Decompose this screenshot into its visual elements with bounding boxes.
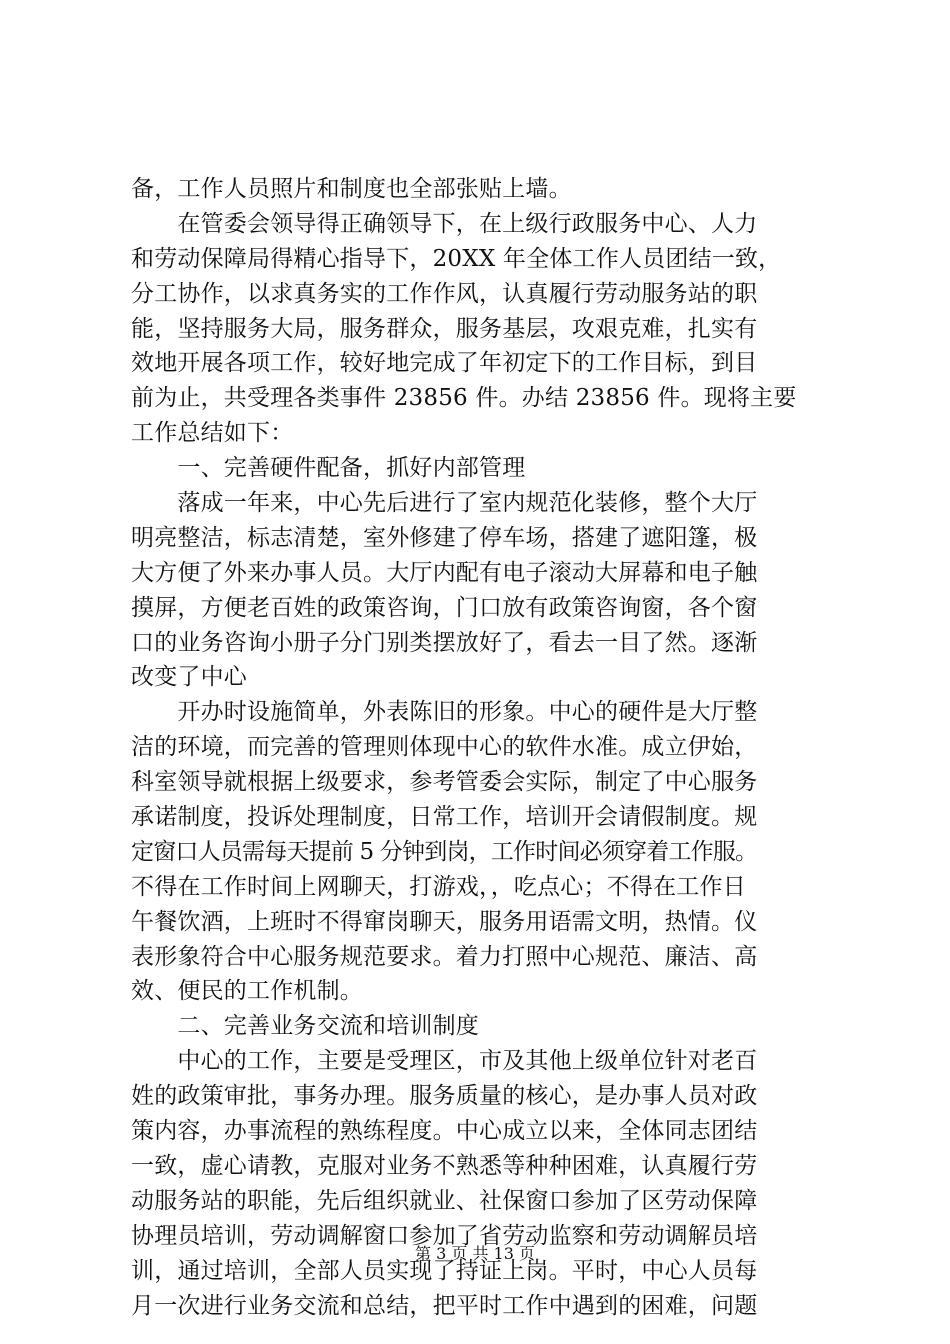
text-line: 在管委会领导得正确领导下，在上级行政服务中心、人力 (131, 210, 758, 237)
text-line: 承诺制度，投诉处理制度，日常工作，培训开会请假制度。规 (131, 804, 758, 831)
text-line: 中心的工作，主要是受理区，市及其他上级单位针对老百 (131, 1048, 758, 1075)
text-line: 策内容，办事流程的熟练程度。中心成立以来，全体同志团结 (131, 1118, 758, 1145)
text-line: 明亮整洁，标志清楚，室外修建了停车场，搭建了遮阳篷，极 (131, 524, 758, 551)
text-line: 口的业务咨询小册子分门别类摆放好了，看去一目了然。逐渐 (131, 629, 758, 656)
text-line: 动服务站的职能，先后组织就业、社保窗口参加了区劳动保障 (131, 1187, 758, 1214)
text-line: 前为止，共受理各类事件 23856 件。办结 23856 件。现将主要 (131, 385, 797, 412)
text-line: 定窗口人员需每天提前 5 分钟到岗，工作时间必须穿着工作服。 (131, 838, 758, 865)
text-line: 不得在工作时间上网聊天，打游戏，，吃点心；不得在工作日 (131, 873, 746, 900)
text-line: 月一次进行业务交流和总结，把平时工作中遇到的困难，问题 (131, 1292, 758, 1319)
section-heading: 一、完善硬件配备，抓好内部管理 (131, 455, 526, 482)
text-line: 备，工作人员照片和制度也全部张贴上墙。 (131, 176, 572, 202)
text-line: 训，通过培训，全部人员实现了持证上岗。平时，中心人员每 (131, 1257, 758, 1284)
text-line: 摸屏，方便老百姓的政策咨询，门口放有政策咨询窗，各个窗 (131, 594, 758, 621)
text-line: 开办时设施简单，外表陈旧的形象。中心的硬件是大厅整 (131, 699, 758, 726)
text-line: 效地开展各项工作，较好地完成了年初定下的工作目标，到目 (131, 350, 758, 377)
text-line: 改变了中心 (131, 664, 247, 691)
body-text (131, 172, 831, 1323)
text-line: 科室领导就根据上级要求，参考管委会实际，制定了中心服务 (131, 769, 758, 796)
text-line: 洁的环境，而完善的管理则体现中心的软件水准。成立伊始， (131, 734, 758, 761)
text-line: 表形象符合中心服务规范要求。着力打照中心规范、廉洁、高 (131, 943, 758, 970)
page-footer: 第 3 页 共 13 页 (415, 1244, 535, 1263)
text-line: 午餐饮酒，上班时不得窜岗聊天，服务用语需文明，热情。仪 (131, 908, 758, 935)
text-line: 姓的政策审批，事务办理。服务质量的核心，是办事人员对政 (131, 1083, 758, 1110)
text-line: 分工协作，以求真务实的工作作风，认真履行劳动服务站的职 (131, 280, 758, 307)
text-line: 一致，虚心请教，克服对业务不熟悉等种种困难，认真履行劳 (131, 1152, 758, 1179)
text-line: 协理员培训，劳动调解窗口参加了省劳动监察和劳动调解员培 (131, 1222, 758, 1249)
text-line: 落成一年来，中心先后进行了室内规范化装修，整个大厅 (131, 490, 758, 517)
text-line: 能，坚持服务大局，服务群众，服务基层，攻艰克难，扎实有 (131, 315, 758, 342)
text-line: 效、便民的工作机制。 (131, 978, 363, 1005)
section-heading: 二、完善业务交流和培训制度 (131, 1013, 479, 1040)
text-line: 工作总结如下： (131, 420, 294, 447)
text-line: 大方便了外来办事人员。大厅内配有电子滚动大屏幕和电子触 (131, 559, 758, 586)
text-line: 和劳动保障局得精心指导下，20XX 年全体工作人员团结一致， (131, 245, 782, 272)
